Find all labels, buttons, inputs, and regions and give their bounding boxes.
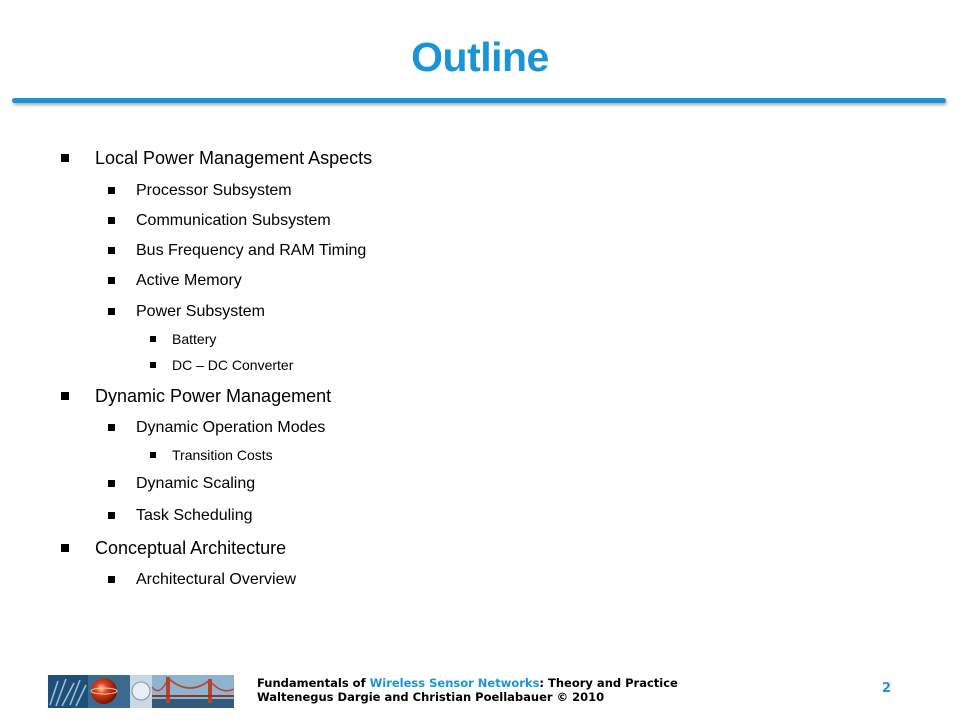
footer-book-title <box>257 676 678 690</box>
footer-book-highlight: Wireless Sensor Networks <box>369 676 540 690</box>
outline-item <box>95 148 372 169</box>
square-bullet-icon <box>108 187 115 194</box>
square-bullet-icon <box>108 308 115 315</box>
square-bullet-icon <box>108 277 115 284</box>
square-bullet-icon <box>108 424 115 431</box>
square-bullet-icon <box>61 392 69 400</box>
outline-item-label: Power Subsystem <box>136 303 265 320</box>
square-bullet-icon <box>61 544 69 552</box>
outline-item <box>95 538 286 559</box>
outline-subitem <box>136 303 265 321</box>
outline-subsubitem <box>172 447 273 463</box>
sensor-network-collage-icon <box>48 675 234 708</box>
square-bullet-icon <box>108 576 115 583</box>
outline-subitem <box>136 182 292 200</box>
square-bullet-icon <box>108 480 115 487</box>
square-bullet-icon <box>61 154 69 162</box>
outline-subsubitem <box>172 357 293 373</box>
outline-item-label: Dynamic Scaling <box>136 475 256 492</box>
square-bullet-icon <box>108 512 115 519</box>
outline-subitem <box>136 272 242 290</box>
outline-item-label: Conceptual Architecture <box>95 538 287 558</box>
outline-subitem <box>136 475 255 493</box>
footer-authors: Waltenegus Dargie and Christian Poellabauer © 2010 <box>257 690 605 704</box>
square-bullet-icon <box>150 336 156 342</box>
outline-item-label: Architectural Overview <box>136 571 297 588</box>
outline-item-label: Active Memory <box>136 272 242 289</box>
outline-item-label: DC – DC Converter <box>172 357 294 373</box>
outline-item-label: Transition Costs <box>172 447 273 463</box>
outline-subitem <box>136 419 325 437</box>
square-bullet-icon <box>150 452 156 458</box>
footer-book-prefix: Fundamentals of <box>257 676 370 690</box>
page-number: 2 <box>882 681 892 696</box>
outline-subitem <box>136 212 331 230</box>
outline-subitem <box>136 507 253 525</box>
outline-subitem <box>136 242 366 260</box>
outline-item-label: Task Scheduling <box>136 507 253 524</box>
outline-item-label: Bus Frequency and RAM Timing <box>136 242 367 259</box>
outline-item-label: Battery <box>172 331 217 347</box>
outline-item-label: Dynamic Power Management <box>95 386 332 406</box>
square-bullet-icon <box>150 362 156 368</box>
outline-item-label: Communication Subsystem <box>136 212 331 229</box>
outline-subsubitem <box>172 331 216 347</box>
square-bullet-icon <box>108 217 115 224</box>
outline-subitem <box>136 571 296 589</box>
outline-item <box>95 386 331 407</box>
square-bullet-icon <box>108 247 115 254</box>
footer-citation <box>257 676 678 704</box>
outline-item-label: Local Power Management Aspects <box>95 148 373 168</box>
outline-item-label: Dynamic Operation Modes <box>136 419 326 436</box>
footer-book-suffix: : Theory and Practice <box>539 676 678 690</box>
slide-title: Outline <box>411 34 549 80</box>
outline-item-label: Processor Subsystem <box>136 182 292 199</box>
footer-banner-image <box>48 675 234 708</box>
